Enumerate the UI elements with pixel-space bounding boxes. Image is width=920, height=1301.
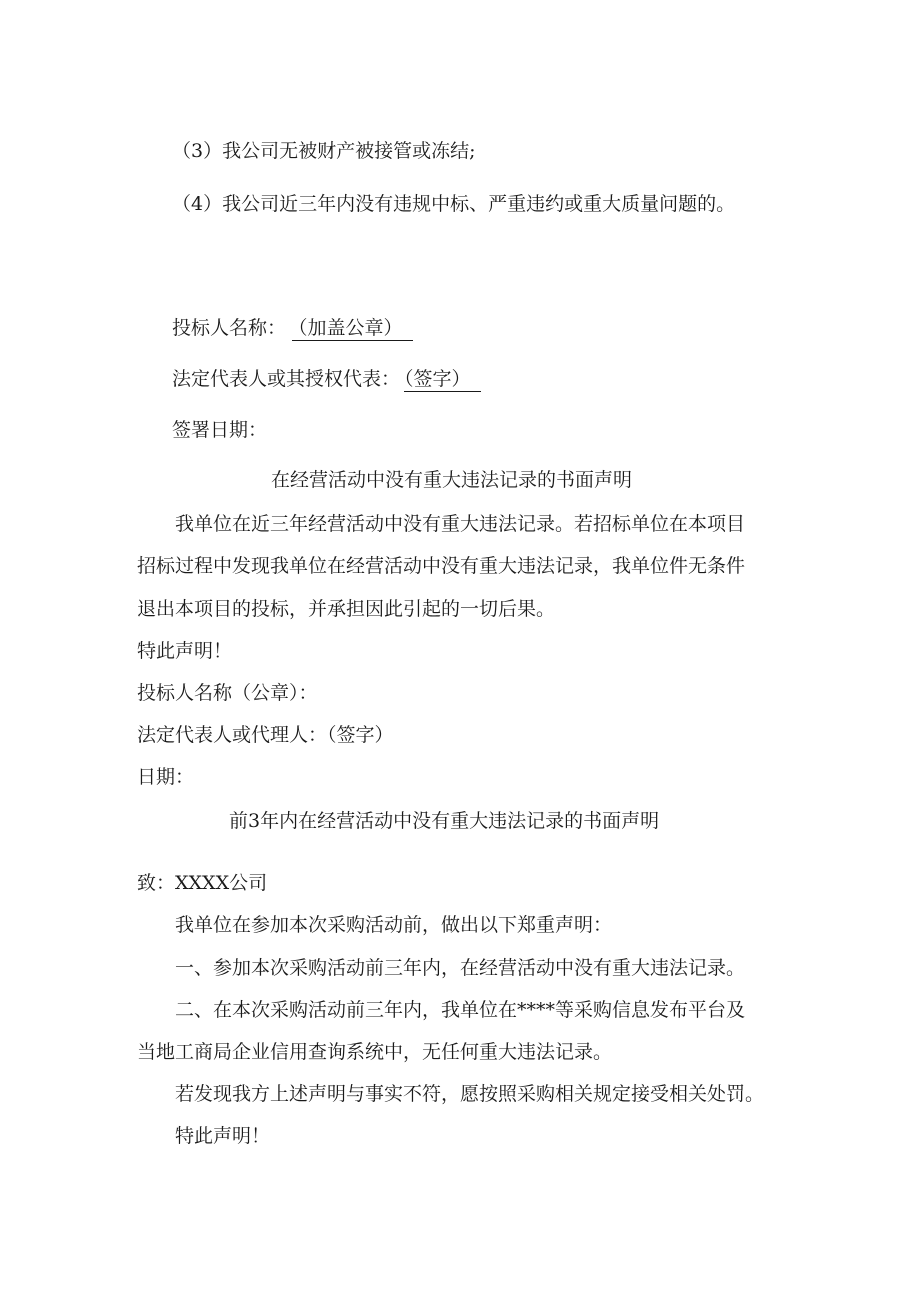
signing-date-label: 签署日期： [172,419,268,441]
representative-signature-placeholder: （签字） [404,368,481,392]
representative-row [172,366,481,392]
bidder-name-label: 投标人名称： [172,317,287,339]
declaration-closing: 特此声明！ [175,1125,271,1147]
statement-body-line-2: 招标过程中发现我单位在经营活动中没有重大违法记录，我单位件无条件 [137,555,746,577]
declaration-point-2-line-2: 当地工商局企业信用查询系统中，无任何重大违法记录。 [137,1041,613,1063]
statement-bidder-name: 投标人名称（公章）： [137,682,318,704]
statement-title: 在经营活动中没有重大违法记录的书面声明 [271,469,633,491]
addressee: 致：XXXX公司 [137,872,268,894]
statement-body-line-3: 退出本项目的投标，并承担因此引起的一切后果。 [137,598,556,620]
statement-date: 日期： [137,766,195,788]
bidder-seal-placeholder: （加盖公章） [292,317,413,341]
representative-label: 法定代表人或其授权代表： [172,368,401,390]
declaration-penalty: 若发现我方上述声明与事实不符，愿按照采购相关规定接受相关处罚。 [175,1083,765,1105]
declaration-point-1: 一、参加本次采购活动前三年内，在经营活动中没有重大违法记录。 [175,957,746,979]
clause-4: （4）我公司近三年内没有违规中标、严重违约或重大质量问题的。 [172,193,736,215]
prior-three-years-title: 前3年内在经营活动中没有重大违法记录的书面声明 [229,810,660,832]
bidder-name-row [172,315,413,341]
statement-body-line-1: 我单位在近三年经营活动中没有重大违法记录。若招标单位在本项目 [175,513,746,535]
declaration-point-2-line-1: 二、在本次采购活动前三年内，我单位在****等采购信息发布平台及 [175,999,746,1021]
clause-3: （3）我公司无被财产被接管或冻结; [172,140,476,162]
statement-representative: 法定代表人或代理人：（签字） [137,724,394,746]
declaration-intro: 我单位在参加本次采购活动前，做出以下郑重声明： [175,914,613,936]
statement-declare: 特此声明！ [137,640,233,662]
